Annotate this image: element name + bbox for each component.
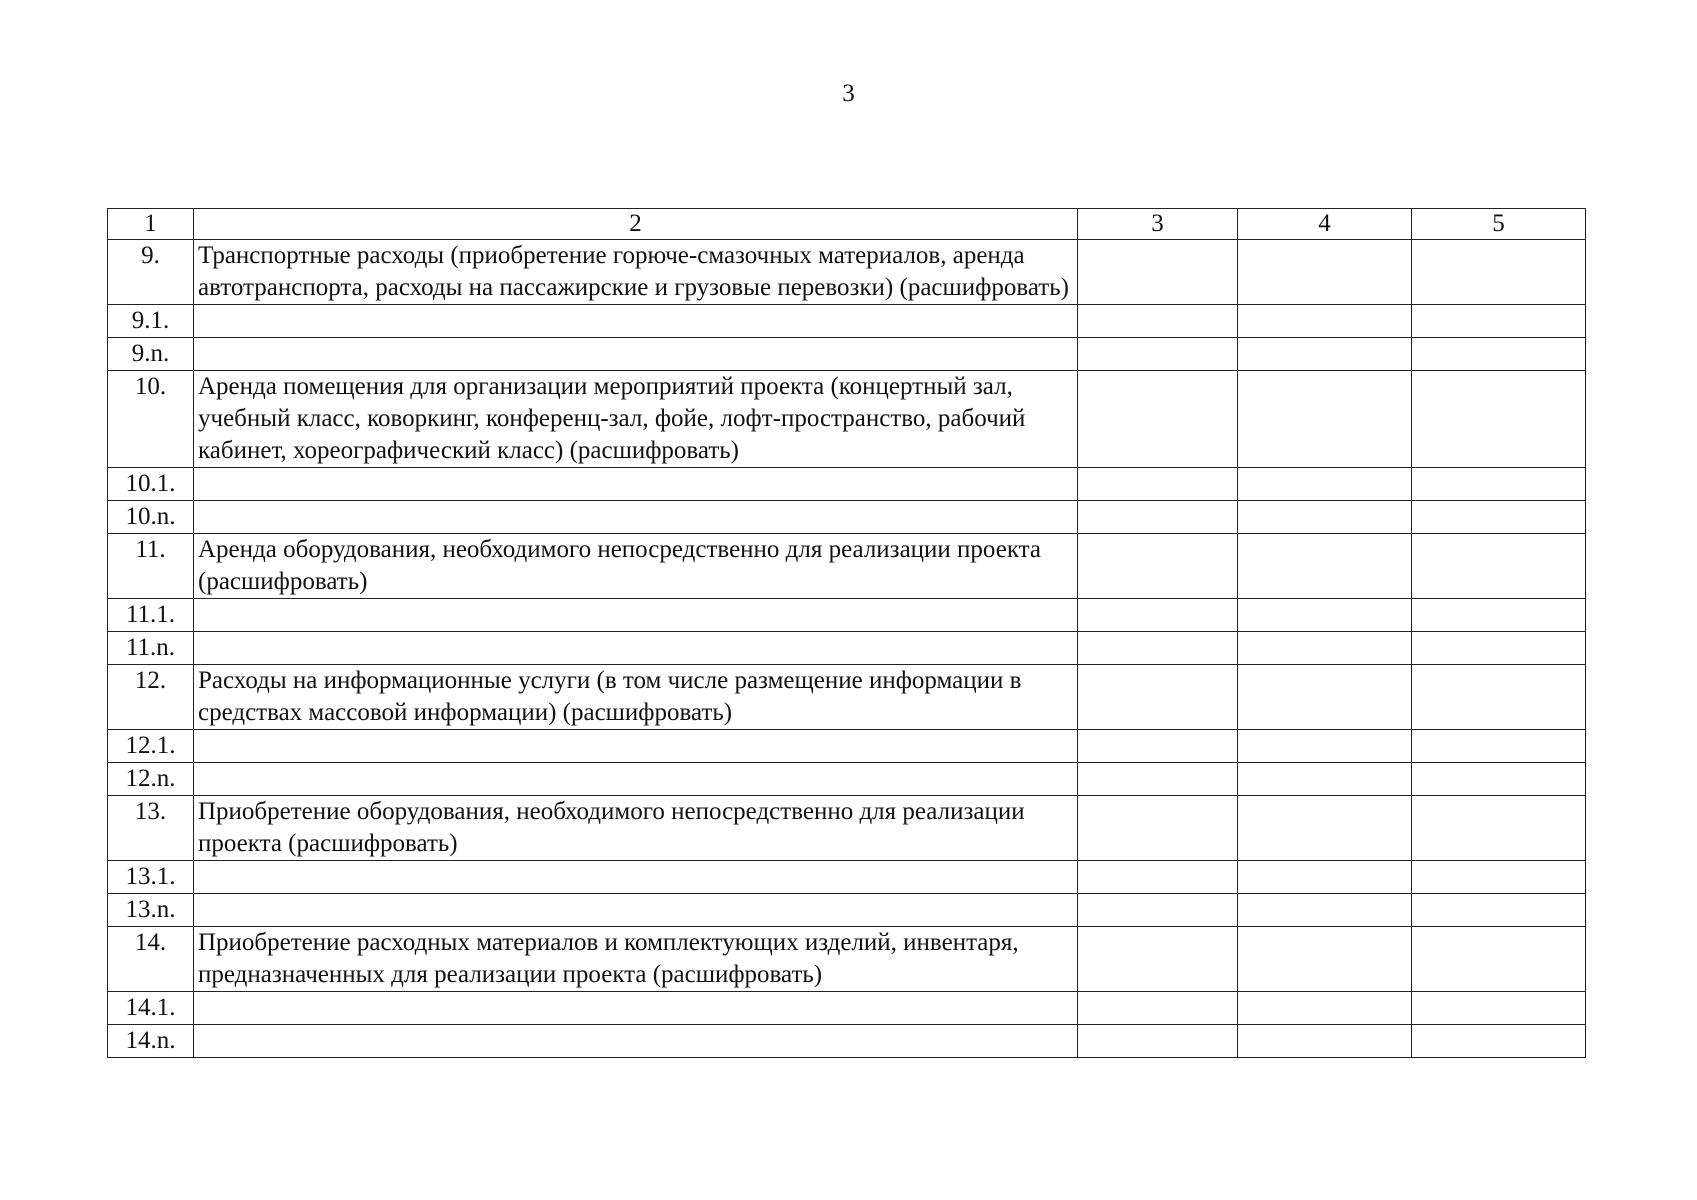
value-cell-col-3	[1078, 730, 1238, 763]
column-header-5: 5	[1412, 209, 1586, 240]
row-number-cell: 10.n.	[108, 501, 194, 534]
table-row	[108, 763, 1586, 796]
value-cell-col-4	[1238, 632, 1412, 665]
value-cell-col-5	[1412, 894, 1586, 927]
table-header-row	[108, 209, 1586, 240]
value-cell-col-5	[1412, 534, 1586, 599]
value-cell-col-4	[1238, 534, 1412, 599]
table-row	[108, 305, 1586, 338]
row-number-cell: 9.n.	[108, 338, 194, 371]
table-row	[108, 861, 1586, 894]
value-cell-col-5	[1412, 763, 1586, 796]
table-row	[108, 501, 1586, 534]
table-row	[108, 927, 1586, 992]
row-number-cell: 12.1.	[108, 730, 194, 763]
value-cell-col-4	[1238, 1025, 1412, 1058]
row-description-cell: Расходы на информационные услуги (в том числе размещение информации в средствах массовой информации) (расшифровать)	[194, 665, 1078, 730]
row-description-cell	[194, 632, 1078, 665]
value-cell-col-5	[1412, 992, 1586, 1025]
table-row	[108, 665, 1586, 730]
value-cell-col-4	[1238, 371, 1412, 468]
value-cell-col-3	[1078, 861, 1238, 894]
value-cell-col-3	[1078, 665, 1238, 730]
value-cell-col-3	[1078, 796, 1238, 861]
value-cell-col-5	[1412, 371, 1586, 468]
value-cell-col-3	[1078, 305, 1238, 338]
value-cell-col-4	[1238, 763, 1412, 796]
row-description-cell: Аренда помещения для организации мероприятий проекта (концертный зал, учебный класс, коворкинг, конференц-зал, фойе, лофт-пространство, рабочий кабинет, хореографический класс) (расшифровать)	[194, 371, 1078, 468]
row-number-cell: 9.	[108, 240, 194, 305]
row-description-cell	[194, 992, 1078, 1025]
row-description-cell	[194, 501, 1078, 534]
value-cell-col-5	[1412, 632, 1586, 665]
page-number: 3	[842, 80, 855, 107]
value-cell-col-3	[1078, 599, 1238, 632]
value-cell-col-3	[1078, 240, 1238, 305]
row-number-cell: 14.1.	[108, 992, 194, 1025]
value-cell-col-5	[1412, 861, 1586, 894]
table-row	[108, 894, 1586, 927]
value-cell-col-3	[1078, 338, 1238, 371]
table-row	[108, 599, 1586, 632]
row-number-cell: 14.	[108, 927, 194, 992]
value-cell-col-5	[1412, 305, 1586, 338]
value-cell-col-4	[1238, 338, 1412, 371]
value-cell-col-5	[1412, 665, 1586, 730]
column-header-3: 3	[1078, 209, 1238, 240]
value-cell-col-3	[1078, 534, 1238, 599]
value-cell-col-3	[1078, 468, 1238, 501]
column-header-4: 4	[1238, 209, 1412, 240]
table-row	[108, 1025, 1586, 1058]
value-cell-col-4	[1238, 861, 1412, 894]
row-description-cell	[194, 305, 1078, 338]
value-cell-col-5	[1412, 240, 1586, 305]
budget-table	[107, 208, 1586, 1058]
value-cell-col-5	[1412, 338, 1586, 371]
value-cell-col-5	[1412, 599, 1586, 632]
table-row	[108, 338, 1586, 371]
row-number-cell: 10.	[108, 371, 194, 468]
row-number-cell: 11.n.	[108, 632, 194, 665]
value-cell-col-3	[1078, 894, 1238, 927]
row-description-cell: Приобретение расходных материалов и комплектующих изделий, инвентаря, предназначенных для реализации проекта (расшифровать)	[194, 927, 1078, 992]
value-cell-col-5	[1412, 468, 1586, 501]
row-description-cell	[194, 763, 1078, 796]
value-cell-col-4	[1238, 501, 1412, 534]
value-cell-col-3	[1078, 501, 1238, 534]
value-cell-col-4	[1238, 599, 1412, 632]
row-number-cell: 13.n.	[108, 894, 194, 927]
row-number-cell: 13.1.	[108, 861, 194, 894]
table-row	[108, 992, 1586, 1025]
column-header-1: 1	[108, 209, 194, 240]
value-cell-col-4	[1238, 730, 1412, 763]
value-cell-col-4	[1238, 927, 1412, 992]
row-description-cell	[194, 894, 1078, 927]
row-number-cell: 11.1.	[108, 599, 194, 632]
row-description-cell	[194, 730, 1078, 763]
row-description-cell	[194, 599, 1078, 632]
value-cell-col-4	[1238, 240, 1412, 305]
row-number-cell: 10.1.	[108, 468, 194, 501]
row-description-cell: Аренда оборудования, необходимого непосредственно для реализации проекта (расшифровать)	[194, 534, 1078, 599]
table-row	[108, 534, 1586, 599]
table-row	[108, 468, 1586, 501]
row-description-cell: Приобретение оборудования, необходимого непосредственно для реализации проекта (расшифровать)	[194, 796, 1078, 861]
value-cell-col-4	[1238, 796, 1412, 861]
column-header-2: 2	[194, 209, 1078, 240]
row-description-cell	[194, 338, 1078, 371]
value-cell-col-3	[1078, 992, 1238, 1025]
value-cell-col-3	[1078, 927, 1238, 992]
table-row	[108, 632, 1586, 665]
table-row	[108, 730, 1586, 763]
row-number-cell: 9.1.	[108, 305, 194, 338]
table-row	[108, 240, 1586, 305]
value-cell-col-5	[1412, 796, 1586, 861]
row-number-cell: 13.	[108, 796, 194, 861]
value-cell-col-4	[1238, 468, 1412, 501]
value-cell-col-5	[1412, 1025, 1586, 1058]
row-number-cell: 11.	[108, 534, 194, 599]
value-cell-col-3	[1078, 632, 1238, 665]
value-cell-col-5	[1412, 501, 1586, 534]
row-description-cell	[194, 468, 1078, 501]
value-cell-col-4	[1238, 894, 1412, 927]
row-description-cell	[194, 861, 1078, 894]
row-description-cell	[194, 1025, 1078, 1058]
value-cell-col-3	[1078, 371, 1238, 468]
value-cell-col-4	[1238, 665, 1412, 730]
table-row	[108, 796, 1586, 861]
value-cell-col-3	[1078, 1025, 1238, 1058]
row-number-cell: 12.n.	[108, 763, 194, 796]
row-number-cell: 12.	[108, 665, 194, 730]
table-row	[108, 371, 1586, 468]
value-cell-col-5	[1412, 927, 1586, 992]
value-cell-col-4	[1238, 992, 1412, 1025]
value-cell-col-5	[1412, 730, 1586, 763]
value-cell-col-3	[1078, 763, 1238, 796]
row-description-cell: Транспортные расходы (приобретение горюче-смазочных материалов, аренда автотранспорта, расходы на пассажирские и грузовые перевозки) (расшифровать)	[194, 240, 1078, 305]
value-cell-col-4	[1238, 305, 1412, 338]
row-number-cell: 14.n.	[108, 1025, 194, 1058]
